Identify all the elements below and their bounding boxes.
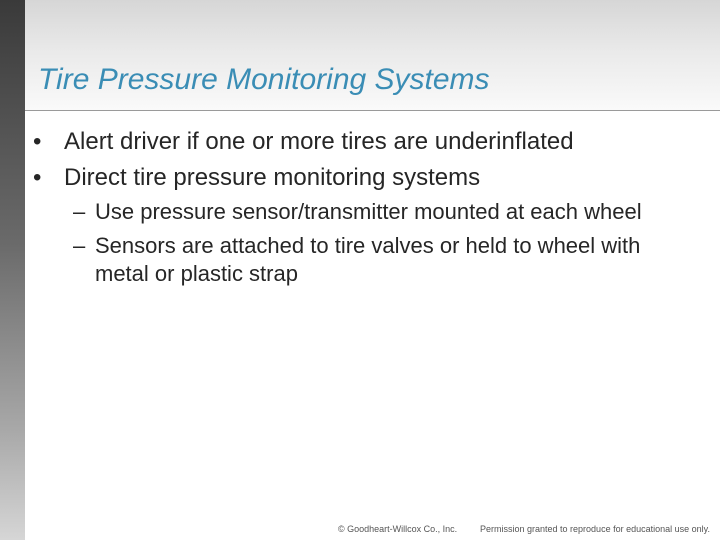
permission-notice: Permission granted to reproduce for educational use only.: [480, 524, 710, 534]
sub-bullet-text: Sensors are attached to tire valves or held to wheel with metal or plastic strap: [95, 233, 641, 286]
sub-bullet-marker: –: [73, 233, 86, 258]
bullet-marker: •: [33, 128, 42, 155]
copyright-notice: © Goodheart-Willcox Co., Inc.: [338, 524, 458, 534]
sub-bullet-item: [33, 198, 695, 226]
slide-title: Tire Pressure Monitoring Systems: [38, 63, 490, 96]
bullet-text: Alert driver if one or more tires are underinflated: [64, 128, 574, 155]
slide-body: [33, 120, 703, 288]
bullet-text: Direct tire pressure monitoring systems: [64, 164, 481, 191]
left-gradient-band: [0, 0, 25, 540]
bullet-item: [33, 127, 703, 156]
sub-bullet-marker: –: [73, 199, 86, 224]
sub-bullet-item: [33, 232, 695, 288]
bullet-item: [33, 163, 703, 192]
sub-bullet-text: Use pressure sensor/transmitter mounted at each wheel: [95, 199, 642, 224]
bullet-marker: •: [33, 164, 42, 191]
title-divider: [25, 110, 720, 111]
sub-bullet-list: [33, 198, 703, 288]
